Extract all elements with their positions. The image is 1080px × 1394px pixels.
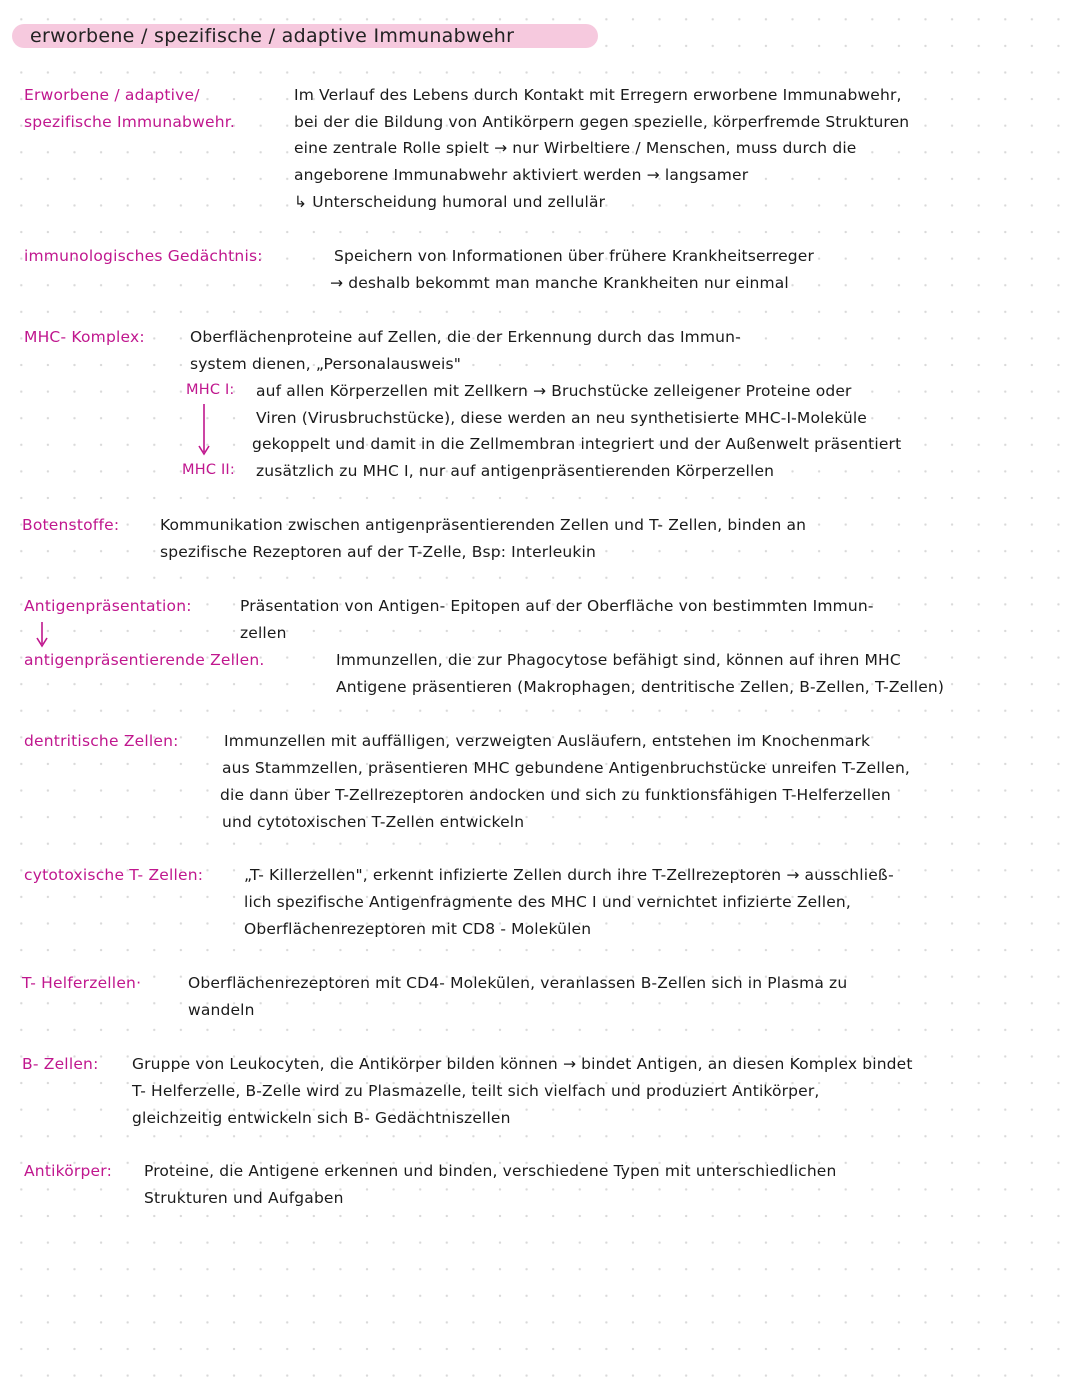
mhc1-text-1: auf allen Körperzellen mit Zellkern → Bruchstücke zelleigener Proteine oder <box>256 382 852 400</box>
erworbene-text-3: eine zentrale Rolle spielt → nur Wirbeltiere / Menschen, muss durch die <box>294 139 857 157</box>
mhc1-text-3: gekoppelt und damit in die Zellmembran integriert und der Außenwelt präsentiert <box>252 435 902 453</box>
erworbene-text-5: ↳ Unterscheidung humoral und zellulär <box>294 193 606 211</box>
erworbene-text-2: bei der die Bildung von Antikörpern gegen spezielle, körperfremde Strukturen <box>294 113 910 131</box>
bzellen-text-2: T- Helferzelle, B-Zelle wird zu Plasmazelle, teilt sich vielfach und produziert Antikörper, <box>132 1082 820 1100</box>
title-banner <box>12 22 598 50</box>
term-helfer: T- Helferzellen· <box>22 974 142 992</box>
cytotoxische-text-2: lich spezifische Antigenfragmente des MHC I und vernichtet infizierte Zellen, <box>244 893 851 911</box>
gedaechtnis-text-1: Speichern von Informationen über frühere Krankheitserreger <box>334 247 814 265</box>
mhc-text-2: system dienen, „Personalausweis" <box>190 355 461 373</box>
dentritische-text-1: Immunzellen mit auffälligen, verzweigten Ausläufern, entstehen im Knochenmark <box>224 732 871 750</box>
mhc1-text-2: Viren (Virusbruchstücke), diese werden an neu synthetisierte MHC-I-Moleküle <box>256 409 867 427</box>
cytotoxische-text-3: Oberflächenrezeptoren mit CD8 - Molekülen <box>244 920 592 938</box>
term-apc: antigenpräsentierende Zellen. <box>24 651 265 669</box>
term-mhc2: MHC II: <box>182 462 235 478</box>
term-erworbene-line1: Erworbene / adaptive/ <box>24 86 200 104</box>
bzellen-text-1: Gruppe von Leukocyten, die Antikörper bilden können → bindet Antigen, an diesen Komplex bindet <box>132 1055 913 1073</box>
term-antikoerper: Antikörper: <box>24 1162 112 1180</box>
dentritische-text-2: aus Stammzellen, präsentieren MHC gebundene Antigenbruchstücke unreifen T-Zellen, <box>222 759 911 777</box>
dentritische-text-3: die dann über T-Zellrezeptoren andocken und sich zu funktionsfähigen T-Helferzellen <box>220 786 891 804</box>
botenstoffe-text-1: Kommunikation zwischen antigenpräsentierenden Zellen und T- Zellen, binden an <box>160 516 807 534</box>
term-gedaechtnis: immunologisches Gedächtnis: <box>24 247 263 265</box>
helfer-text-1: Oberflächenrezeptoren mit CD4- Molekülen, veranlassen B-Zellen sich in Plasma zu <box>188 974 848 992</box>
helfer-text-2: wandeln <box>188 1001 255 1019</box>
apc-text-1: Immunzellen, die zur Phagocytose befähigt sind, können auf ihren MHC <box>336 651 901 669</box>
term-erworbene-line2: spezifische Immunabwehr. <box>24 113 236 131</box>
term-mhc: MHC- Komplex: <box>24 328 145 346</box>
term-bzellen: B- Zellen: <box>22 1055 99 1073</box>
dentritische-text-4: und cytotoxischen T-Zellen entwickeln <box>222 813 525 831</box>
mhc-text-1: Oberflächenproteine auf Zellen, die der Erkennung durch das Immun- <box>190 328 741 346</box>
antikoerper-text-2: Strukturen und Aufgaben <box>144 1189 344 1207</box>
term-antigenpraesentation: Antigenpräsentation: <box>24 597 192 615</box>
term-cytotoxische: cytotoxische T- Zellen: <box>24 866 204 884</box>
cytotoxische-text-1: „T- Killerzellen", erkennt infizierte Zellen durch ihre T-Zellrezeptoren → ausschließ- <box>244 866 894 884</box>
erworbene-text-1: Im Verlauf des Lebens durch Kontakt mit Erregern erworbene Immunabwehr, <box>294 86 902 104</box>
apc-text-2: Antigene präsentieren (Makrophagen, dentritische Zellen, B-Zellen, T-Zellen) <box>336 678 945 696</box>
antikoerper-text-1: Proteine, die Antigene erkennen und binden, verschiedene Typen mit unterschiedlichen <box>144 1162 837 1180</box>
page-title: erworbene / spezifische / adaptive Immunabwehr <box>30 25 515 47</box>
erworbene-text-4: angeborene Immunabwehr aktiviert werden → langsamer <box>294 166 749 184</box>
antigenpraesentation-text-1: Präsentation von Antigen- Epitopen auf der Oberfläche von bestimmten Immun- <box>240 597 874 615</box>
term-botenstoffe: Botenstoffe: <box>22 516 120 534</box>
antigen-down-arrow-icon <box>34 620 50 648</box>
bzellen-text-3: gleichzeitig entwickeln sich B- Gedächtniszellen <box>132 1109 511 1127</box>
gedaechtnis-text-2: → deshalb bekommt man manche Krankheiten nur einmal <box>330 274 789 292</box>
antigenpraesentation-text-2: zellen <box>240 624 287 642</box>
mhc-down-arrow-icon <box>196 402 212 458</box>
mhc2-text: zusätzlich zu MHC I, nur auf antigenpräsentierenden Körperzellen <box>256 462 775 480</box>
term-dentritische: dentritische Zellen: <box>24 732 179 750</box>
term-mhc1: MHC I: <box>186 382 235 398</box>
botenstoffe-text-2: spezifische Rezeptoren auf der T-Zelle, Bsp: Interleukin <box>160 543 596 561</box>
